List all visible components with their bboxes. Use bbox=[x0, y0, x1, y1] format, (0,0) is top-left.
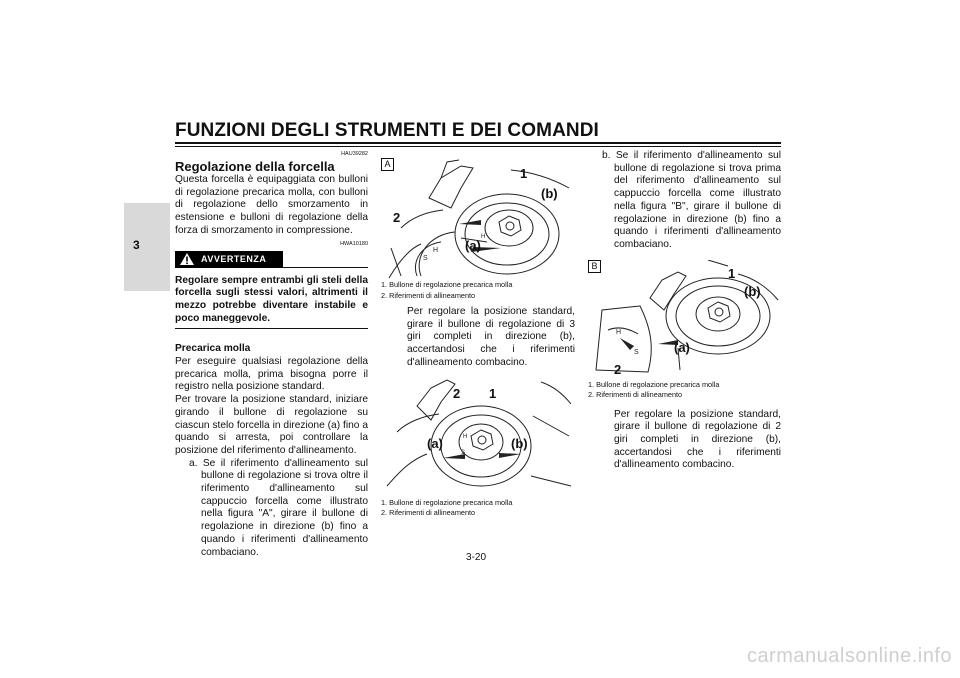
warning-label bbox=[175, 251, 283, 268]
list-item-b: b. Se il riferimento d'allineamento sul bullone di regolazione si trova prima del riferimento d'allineamento sul cappuccio forcella come illustrato nella figura "B", girare il bullone di regolazione in direzione (b) fino a quando i riferimenti d'allineamento combaciano. bbox=[602, 150, 781, 250]
figure-a-drawing bbox=[381, 158, 575, 280]
figure-2-caption-2: 2. Riferimenti di allineamento bbox=[381, 508, 476, 518]
header-rule-thin bbox=[175, 146, 781, 147]
svg-text:S: S bbox=[634, 348, 639, 356]
svg-text:H: H bbox=[481, 234, 486, 240]
fig-b-label-b: (b) bbox=[744, 283, 761, 299]
svg-text:H: H bbox=[433, 247, 439, 254]
figure-2 bbox=[381, 376, 575, 498]
figure-b-letter: B bbox=[588, 260, 601, 273]
right-paragraph: Per regolare la posizione standard, girare il bullone di regolazione di 2 giri completi in direzione (b), accertandosi che i riferimenti d'allineamento combacino. bbox=[614, 408, 781, 471]
intro-paragraph: Questa forcella è equipaggiata con bulloni di regolazione precarica molla, con bulloni di regolazione dello smorzamento in estensione e bulloni di regolazione della forza di smorzamento in compressione. bbox=[175, 174, 368, 236]
fig-2-label-a: (a) bbox=[427, 435, 443, 451]
figure-b bbox=[588, 260, 781, 380]
section-code: HAU39282 bbox=[341, 151, 368, 157]
page-number: 3-20 bbox=[466, 552, 487, 563]
fig-2-label-1: 1 bbox=[489, 385, 497, 401]
left-column bbox=[175, 150, 368, 559]
figure-a-caption-2: 2. Riferimenti di allineamento bbox=[381, 290, 476, 300]
middle-column bbox=[381, 158, 575, 519]
fig-b-label-1: 1 bbox=[728, 265, 736, 281]
chapter-number: 3 bbox=[133, 238, 140, 252]
figure-b-caption-1: 1. Bullone di regolazione precarica molla bbox=[588, 379, 720, 389]
page-header-title: FUNZIONI DEGLI STRUMENTI E DEI COMANDI bbox=[175, 120, 599, 141]
warning-text: Regolare sempre entrambi gli steli della forcella sugli stessi valori, altrimenti il mezzo potrebbe diventare instabile e poco maneggevole. bbox=[175, 274, 368, 324]
warning-banner bbox=[175, 251, 368, 269]
fig-a-label-1: 1 bbox=[520, 166, 528, 181]
figure-a-caption-1: 1. Bullone di regolazione precarica molla bbox=[381, 280, 513, 289]
middle-paragraph: Per regolare la posizione standard, girare il bullone di regolazione di 3 giri completi in direzione (b), accertandosi che i riferimenti d'allineamento combacino. bbox=[407, 306, 575, 368]
figure-2-caption-1: 1. Bullone di regolazione precarica molla bbox=[381, 497, 513, 507]
fig-2-label-2: 2 bbox=[453, 385, 461, 401]
svg-text:H: H bbox=[463, 433, 468, 440]
fig-b-label-2: 2 bbox=[614, 361, 622, 377]
warning-label-text: AVVERTENZA bbox=[201, 253, 267, 264]
paragraph-1: Per eseguire qualsiasi regolazione della precarica molla, prima bisogna porre il registro nella posizione standard. bbox=[175, 356, 368, 393]
fig-a-label-2: 2 bbox=[393, 210, 401, 225]
figure-a-letter: A bbox=[381, 158, 394, 171]
fig-a-label-a: (a) bbox=[465, 238, 481, 253]
svg-text:S: S bbox=[461, 449, 466, 456]
watermark: carmanualsonline.info bbox=[746, 645, 952, 667]
paragraph-2: Per trovare la posizione standard, iniziare girando il bullone di regolazione su ciascun stelo forcella in direzione (a) fino a quando si arresta, poi controllare la posizione del riferimento d'allineamento. bbox=[175, 394, 368, 456]
header-rule bbox=[175, 142, 781, 144]
subheading-precarica: Precarica molla bbox=[175, 343, 251, 355]
fig-b-label-a: (a) bbox=[674, 339, 690, 355]
warning-code: HWA10180 bbox=[340, 240, 368, 247]
figure-b-drawing bbox=[588, 260, 781, 380]
right-column bbox=[588, 150, 781, 472]
fig-2-label-b: (b) bbox=[511, 435, 528, 451]
warning-triangle-icon bbox=[179, 252, 195, 266]
warning-end-rule bbox=[175, 328, 368, 329]
svg-text:S: S bbox=[423, 255, 428, 262]
figure-2-drawing bbox=[381, 376, 575, 498]
figure-a bbox=[381, 158, 575, 280]
chapter-tab bbox=[124, 203, 170, 291]
fig-a-label-b: (b) bbox=[541, 186, 558, 201]
section-title: Regolazione della forcella bbox=[175, 159, 335, 174]
svg-text:H: H bbox=[616, 328, 622, 336]
list-item-a: a. Se il riferimento d'allineamento sul bullone di regolazione si trova oltre il riferimento d'allineamento sul cappuccio forcella come illustrato nella figura "A", girare il bullone di regolazione in direzione (b) fino a quando i riferimenti d'allineamento combaciano. bbox=[189, 457, 368, 558]
figure-b-caption-2: 2. Riferimenti di allineamento bbox=[588, 390, 683, 400]
